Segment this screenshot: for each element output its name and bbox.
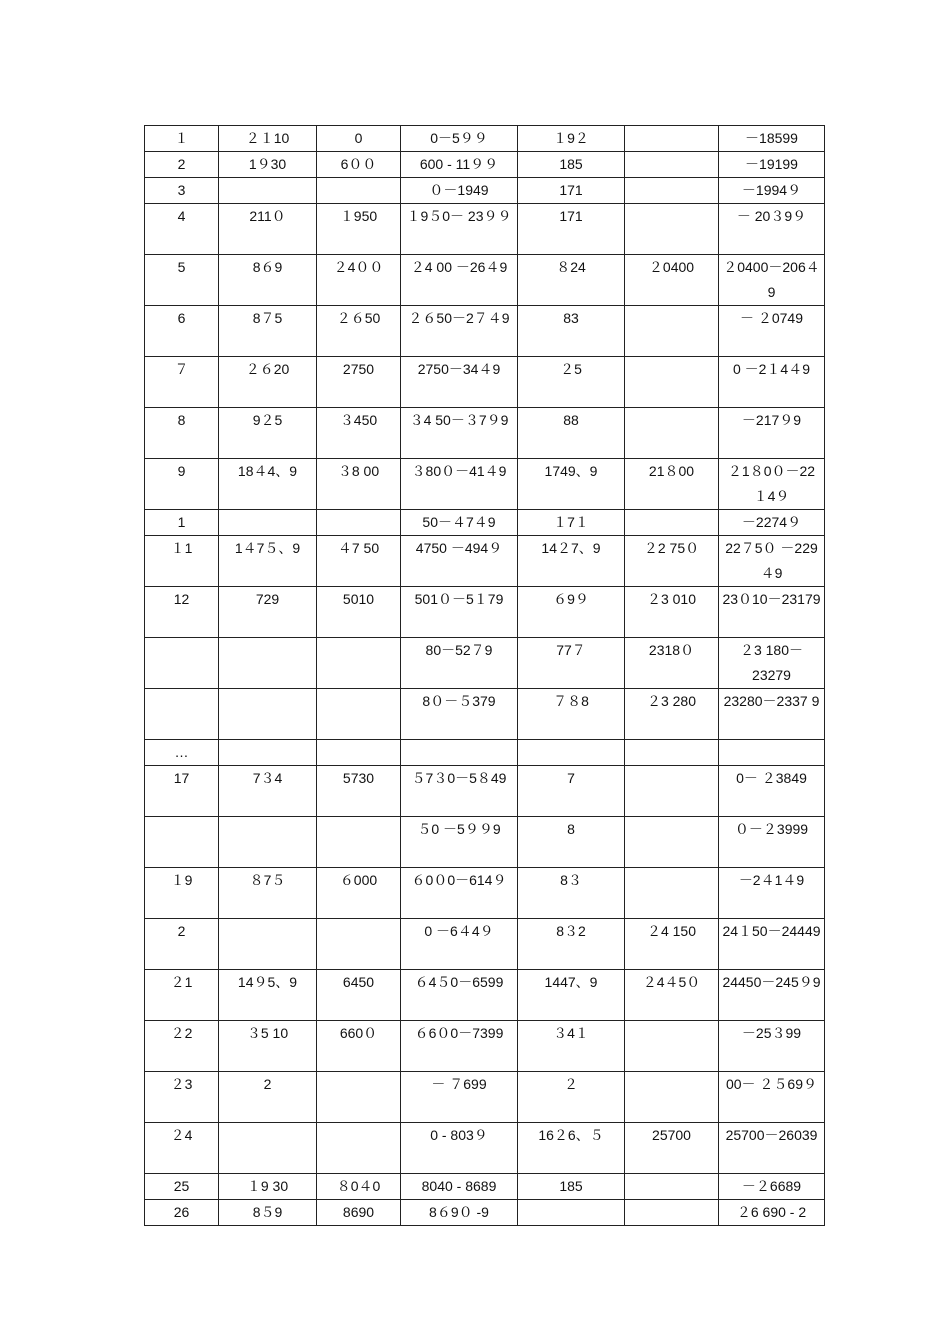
col2-cell: ２６20: [219, 357, 317, 408]
col3-cell: [317, 1072, 401, 1123]
index-cell: ２1: [145, 970, 219, 1021]
table-row: [145, 536, 825, 587]
count-cell: ３4１: [518, 1021, 625, 1072]
col3-cell: 6００: [317, 152, 401, 178]
col6-cell: [625, 1200, 719, 1226]
total-range-cell: ２1８0０－22１4９: [719, 459, 825, 510]
table-row: [145, 740, 825, 766]
col3-cell: ２4００: [317, 255, 401, 306]
table-row: [145, 1200, 825, 1226]
col6-cell: ２4 150: [625, 919, 719, 970]
total-range-cell: 23０10－23179: [719, 587, 825, 638]
col3-cell: ６000: [317, 868, 401, 919]
count-cell: 77７: [518, 638, 625, 689]
col6-cell: [625, 1072, 719, 1123]
total-range-cell: － 20３9９: [719, 204, 825, 255]
col6-cell: ２2 75０: [625, 536, 719, 587]
count-cell: 185: [518, 152, 625, 178]
table-row: [145, 1174, 825, 1200]
count-cell: １9２: [518, 126, 625, 152]
count-cell: 1447、9: [518, 970, 625, 1021]
index-cell: 5: [145, 255, 219, 306]
index-cell: [145, 638, 219, 689]
range-cell: 4750 －494９: [401, 536, 518, 587]
total-range-cell: －1994９: [719, 178, 825, 204]
total-range-cell: 24１50－24449: [719, 919, 825, 970]
col2-cell: [219, 178, 317, 204]
table-row: [145, 126, 825, 152]
count-cell: 83: [518, 306, 625, 357]
index-cell: 6: [145, 306, 219, 357]
count-cell: 8: [518, 817, 625, 868]
col6-cell: ２4４5０: [625, 970, 719, 1021]
col6-cell: 21８00: [625, 459, 719, 510]
col6-cell: [625, 178, 719, 204]
index-cell: …: [145, 740, 219, 766]
count-cell: ２5: [518, 357, 625, 408]
index-cell: 26: [145, 1200, 219, 1226]
col2-cell: 8５9: [219, 1200, 317, 1226]
col2-cell: 14９5、9: [219, 970, 317, 1021]
range-cell: [401, 740, 518, 766]
table-row: [145, 868, 825, 919]
col2-cell: [219, 689, 317, 740]
table-row: [145, 1021, 825, 1072]
col6-cell: [625, 408, 719, 459]
total-range-cell: 00－ ２５69９: [719, 1072, 825, 1123]
table-row: [145, 1123, 825, 1174]
count-cell: ７８8: [518, 689, 625, 740]
col2-cell: [219, 740, 317, 766]
col3-cell: [317, 740, 401, 766]
col2-cell: 1４7５、9: [219, 536, 317, 587]
col2-cell: 1９30: [219, 152, 317, 178]
index-cell: 8: [145, 408, 219, 459]
table-row: [145, 306, 825, 357]
table-row: [145, 408, 825, 459]
col3-cell: [317, 919, 401, 970]
total-range-cell: 0－ ２3849: [719, 766, 825, 817]
index-cell: 2: [145, 152, 219, 178]
col6-cell: 2318０: [625, 638, 719, 689]
count-cell: 185: [518, 1174, 625, 1200]
table-row: [145, 357, 825, 408]
total-range-cell: 24450－245９9: [719, 970, 825, 1021]
table-row: [145, 766, 825, 817]
col6-cell: [625, 817, 719, 868]
col6-cell: [625, 152, 719, 178]
count-cell: ２: [518, 1072, 625, 1123]
count-cell: ６9９: [518, 587, 625, 638]
index-cell: 4: [145, 204, 219, 255]
col3-cell: 5730: [317, 766, 401, 817]
range-cell: 80－52７9: [401, 638, 518, 689]
total-range-cell: －217９9: [719, 408, 825, 459]
col6-cell: [625, 357, 719, 408]
total-range-cell: [719, 740, 825, 766]
index-cell: 9: [145, 459, 219, 510]
col2-cell: １9 30: [219, 1174, 317, 1200]
col2-cell: 8７5: [219, 306, 317, 357]
col6-cell: [625, 306, 719, 357]
col6-cell: [625, 126, 719, 152]
count-cell: 14２7、9: [518, 536, 625, 587]
col2-cell: 18４4、9: [219, 459, 317, 510]
col2-cell: ８7５: [219, 868, 317, 919]
index-cell: １1: [145, 536, 219, 587]
col2-cell: 8６9: [219, 255, 317, 306]
range-cell: ６6０0－7399: [401, 1021, 518, 1072]
data-table: [144, 125, 825, 1226]
total-range-cell: 23280－2337 9: [719, 689, 825, 740]
col6-cell: [625, 740, 719, 766]
table-body: [145, 126, 825, 1226]
col3-cell: [317, 1123, 401, 1174]
range-cell: 0 －6４4９: [401, 919, 518, 970]
col6-cell: ２0400: [625, 255, 719, 306]
col3-cell: １950: [317, 204, 401, 255]
count-cell: 171: [518, 178, 625, 204]
col2-cell: 211０: [219, 204, 317, 255]
total-range-cell: －19199: [719, 152, 825, 178]
table-row: [145, 919, 825, 970]
table-row: [145, 817, 825, 868]
range-cell: ５7３0－5８49: [401, 766, 518, 817]
table-row: [145, 1072, 825, 1123]
table-row: [145, 510, 825, 536]
col2-cell: 729: [219, 587, 317, 638]
index-cell: ２4: [145, 1123, 219, 1174]
col3-cell: ８0４0: [317, 1174, 401, 1200]
range-cell: ２６50－2７４9: [401, 306, 518, 357]
range-cell: 50－４7４9: [401, 510, 518, 536]
index-cell: 2: [145, 919, 219, 970]
count-cell: 171: [518, 204, 625, 255]
count-cell: [518, 740, 625, 766]
count-cell: [518, 1200, 625, 1226]
col2-cell: [219, 638, 317, 689]
col3-cell: [317, 817, 401, 868]
total-range-cell: ２6 690 - 2: [719, 1200, 825, 1226]
col3-cell: ２６50: [317, 306, 401, 357]
table-row: [145, 638, 825, 689]
total-range-cell: ２0400－206４9: [719, 255, 825, 306]
count-cell: 16２6、５: [518, 1123, 625, 1174]
total-range-cell: －２6689: [719, 1174, 825, 1200]
col2-cell: ２１10: [219, 126, 317, 152]
col2-cell: 2: [219, 1072, 317, 1123]
total-range-cell: 25700－26039: [719, 1123, 825, 1174]
col3-cell: ３8 00: [317, 459, 401, 510]
col2-cell: 9２5: [219, 408, 317, 459]
range-cell: ２4 00 －26４9: [401, 255, 518, 306]
col3-cell: 660０: [317, 1021, 401, 1072]
col6-cell: [625, 204, 719, 255]
total-range-cell: ２3 180－23279: [719, 638, 825, 689]
count-cell: １7１: [518, 510, 625, 536]
count-cell: 8３2: [518, 919, 625, 970]
total-range-cell: －2274９: [719, 510, 825, 536]
col6-cell: ２3 280: [625, 689, 719, 740]
index-cell: 17: [145, 766, 219, 817]
col3-cell: [317, 178, 401, 204]
col3-cell: 0: [317, 126, 401, 152]
count-cell: 8３: [518, 868, 625, 919]
col3-cell: ４7 50: [317, 536, 401, 587]
col3-cell: 6450: [317, 970, 401, 1021]
col2-cell: 7３4: [219, 766, 317, 817]
index-cell: ７: [145, 357, 219, 408]
range-cell: 600 - 11９９: [401, 152, 518, 178]
table-row: [145, 152, 825, 178]
range-cell: － ７699: [401, 1072, 518, 1123]
col6-cell: ２3 010: [625, 587, 719, 638]
range-cell: 2750－34４9: [401, 357, 518, 408]
count-cell: 88: [518, 408, 625, 459]
total-range-cell: 22７5０ －229４9: [719, 536, 825, 587]
index-cell: １: [145, 126, 219, 152]
col2-cell: [219, 510, 317, 536]
col6-cell: [625, 1174, 719, 1200]
range-cell: 0 - 803９: [401, 1123, 518, 1174]
range-cell: ３80０－41４9: [401, 459, 518, 510]
table-row: [145, 970, 825, 1021]
index-cell: ２3: [145, 1072, 219, 1123]
range-cell: ３4 50－３7９9: [401, 408, 518, 459]
table-row: [145, 255, 825, 306]
col3-cell: 2750: [317, 357, 401, 408]
count-cell: 1749、9: [518, 459, 625, 510]
index-cell: １9: [145, 868, 219, 919]
total-range-cell: －18599: [719, 126, 825, 152]
range-cell: 8040 - 8689: [401, 1174, 518, 1200]
index-cell: 3: [145, 178, 219, 204]
index-cell: [145, 817, 219, 868]
col6-cell: 25700: [625, 1123, 719, 1174]
total-range-cell: 0 －2１4４9: [719, 357, 825, 408]
index-cell: 1: [145, 510, 219, 536]
col6-cell: [625, 1021, 719, 1072]
table-row: [145, 178, 825, 204]
range-cell: 501０－5１79: [401, 587, 518, 638]
col3-cell: ３450: [317, 408, 401, 459]
table-row: [145, 587, 825, 638]
count-cell: 7: [518, 766, 625, 817]
col2-cell: ３5 10: [219, 1021, 317, 1072]
range-cell: 8６9０ -9: [401, 1200, 518, 1226]
range-cell: １9５0－ 23９９: [401, 204, 518, 255]
col6-cell: [625, 766, 719, 817]
col6-cell: [625, 510, 719, 536]
col6-cell: [625, 868, 719, 919]
col3-cell: 8690: [317, 1200, 401, 1226]
index-cell: ２2: [145, 1021, 219, 1072]
col3-cell: [317, 689, 401, 740]
table-row: [145, 459, 825, 510]
total-range-cell: －2４1４9: [719, 868, 825, 919]
total-range-cell: － ２0749: [719, 306, 825, 357]
total-range-cell: ０－２3999: [719, 817, 825, 868]
table-row: [145, 689, 825, 740]
total-range-cell: －25３99: [719, 1021, 825, 1072]
range-cell: ６0０0－614９: [401, 868, 518, 919]
index-cell: [145, 689, 219, 740]
range-cell: ５0 －5９９9: [401, 817, 518, 868]
col2-cell: [219, 817, 317, 868]
count-cell: ８24: [518, 255, 625, 306]
col3-cell: [317, 510, 401, 536]
col2-cell: [219, 1123, 317, 1174]
col3-cell: [317, 638, 401, 689]
range-cell: ６4５0－6599: [401, 970, 518, 1021]
index-cell: 25: [145, 1174, 219, 1200]
index-cell: 12: [145, 587, 219, 638]
range-cell: ０－1949: [401, 178, 518, 204]
col2-cell: [219, 919, 317, 970]
range-cell: 8０－５379: [401, 689, 518, 740]
col3-cell: 5010: [317, 587, 401, 638]
table-row: [145, 204, 825, 255]
range-cell: 0－5９９: [401, 126, 518, 152]
